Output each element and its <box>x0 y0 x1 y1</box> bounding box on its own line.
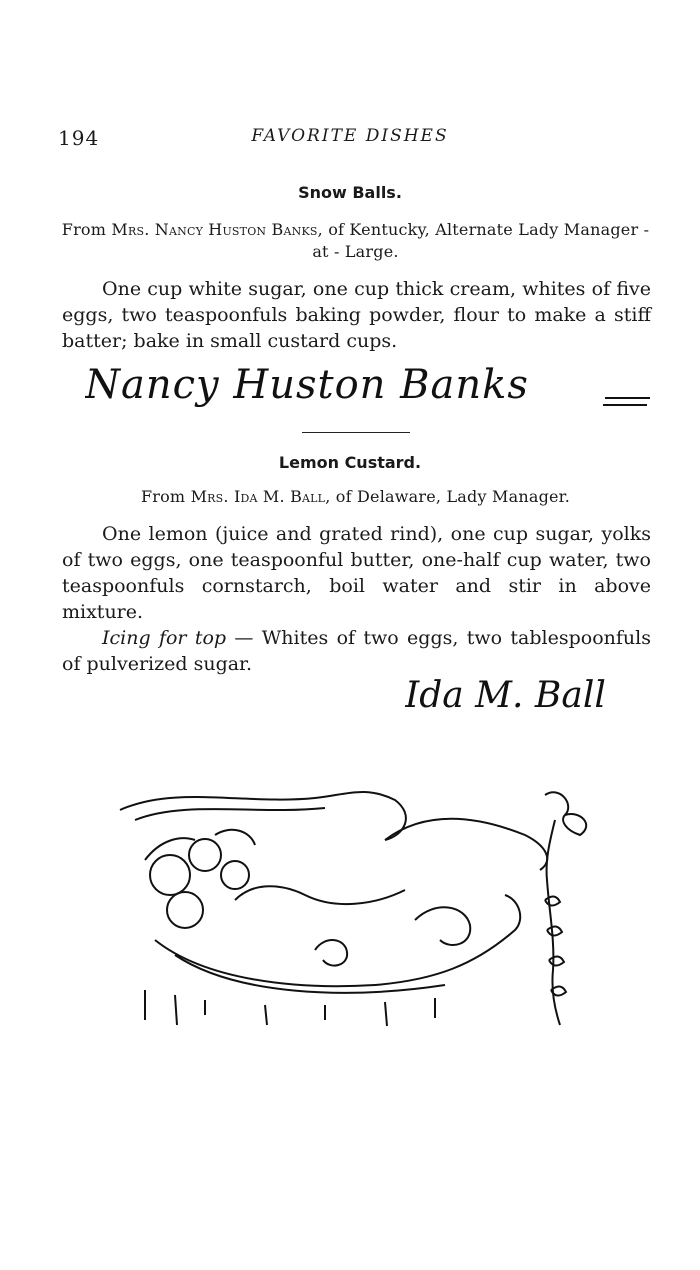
recipe-text: One cup white sugar, one cup thick cream, whites of five eggs, two teaspoonfuls baking powder, flour to make a stiff batter; bake in small custard cups. <box>62 278 651 352</box>
attribution-rest: , of Delaware, Lady Manager. <box>325 487 571 506</box>
recipe-text: One lemon (juice and grated rind), one cup sugar, yolks of two eggs, one teaspoonful butter, one-half cup water, two teaspoonfuls cornstarch, boil water and stir in above mixture. <box>62 523 651 623</box>
attribution-rest: , of Kentucky, Alternate Lady Manager - at - Large. <box>312 220 650 261</box>
recipe-body-snow-balls <box>62 276 651 354</box>
icing-text: — Whites of two eggs, two tablespoonfuls of pulverized sugar. <box>62 627 651 675</box>
recipe-attribution-lemon-custard <box>58 486 653 508</box>
signature-ida-m-ball <box>405 662 655 722</box>
attribution-prefix: From <box>140 487 191 506</box>
recipe-body-lemon-custard <box>62 521 651 677</box>
svg-text:Ida M. Ball: Ida M. Ball <box>405 675 606 716</box>
decorative-illustration <box>115 780 615 1030</box>
attribution-name: Mrs. Nancy Huston Banks <box>111 220 318 239</box>
recipe-title-snow-balls: Snow Balls. <box>298 183 402 202</box>
section-divider <box>302 432 410 433</box>
page-number: 194 <box>58 126 100 150</box>
attribution-prefix: From <box>61 220 112 239</box>
recipe-title-lemon-custard: Lemon Custard. <box>278 453 422 472</box>
attribution-name: Mrs. Ida M. Ball <box>190 487 326 506</box>
icing-label: Icing for top <box>102 627 227 649</box>
running-title: FAVORITE DISHES <box>251 126 449 146</box>
recipe-attribution-snow-balls <box>58 219 653 263</box>
signature-nancy-huston-banks <box>85 358 655 418</box>
svg-text:Nancy Huston Banks: Nancy Huston Banks <box>85 362 529 408</box>
